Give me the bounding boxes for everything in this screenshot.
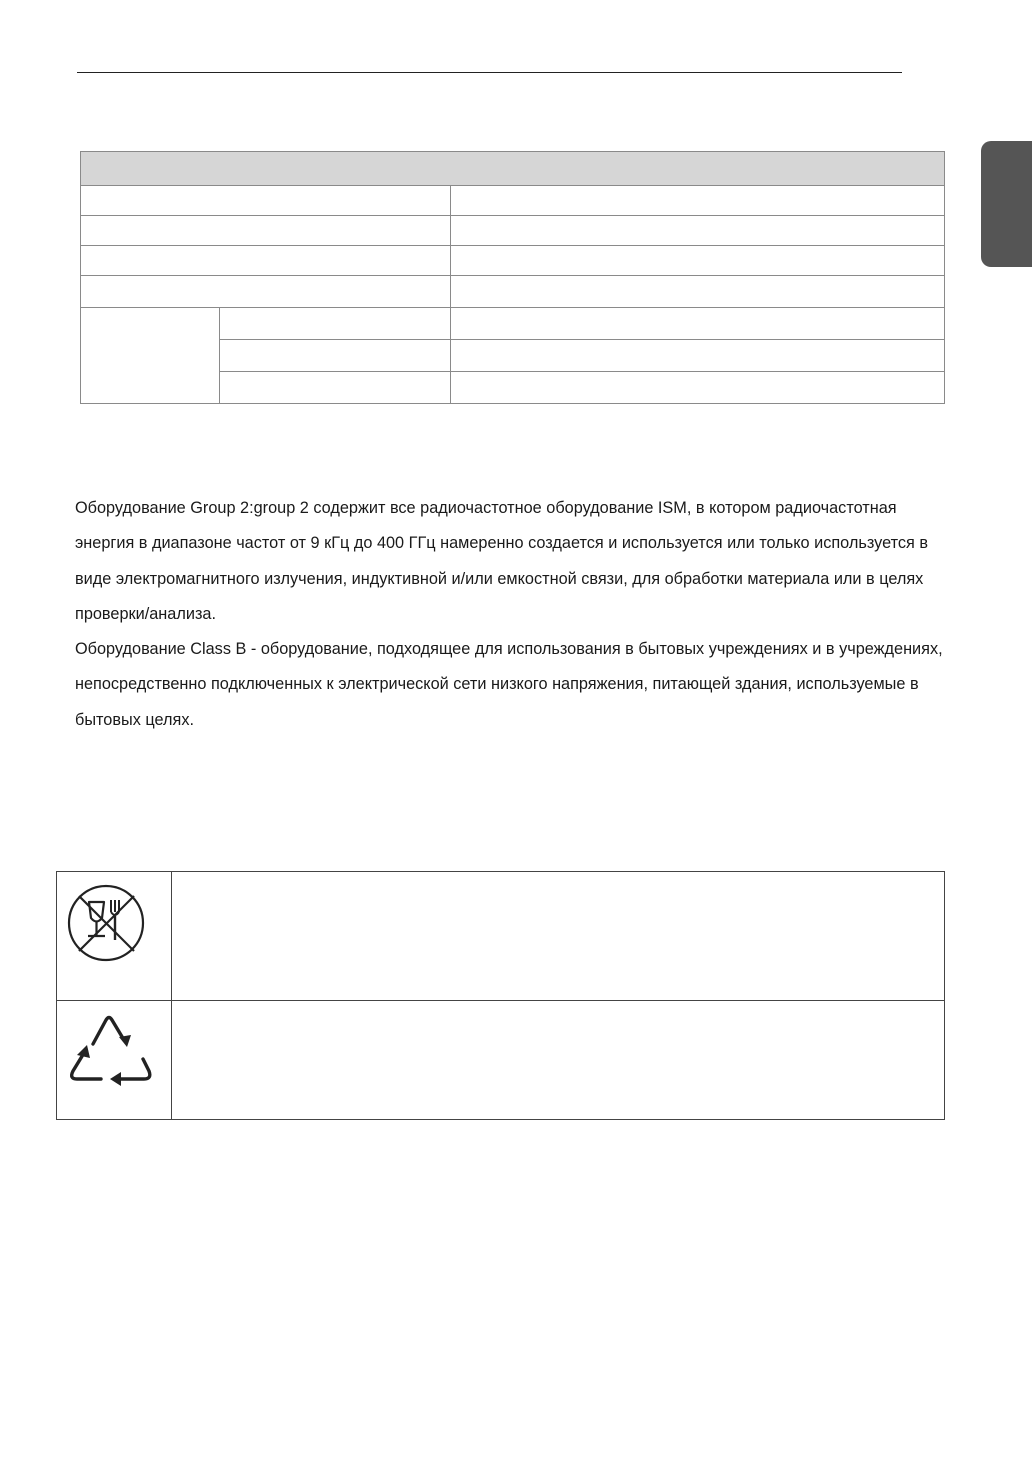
language-tab bbox=[981, 141, 1032, 267]
symbol-row bbox=[57, 1001, 945, 1120]
table-cell-value bbox=[451, 340, 945, 372]
table-row bbox=[81, 186, 945, 216]
table-cell-value bbox=[451, 308, 945, 340]
symbol-row bbox=[57, 872, 945, 1001]
table-row bbox=[81, 276, 945, 308]
table-header-cell bbox=[81, 152, 945, 186]
table-cell-label bbox=[81, 186, 451, 216]
symbol-icon-cell bbox=[57, 1001, 172, 1120]
table-cell-value bbox=[451, 276, 945, 308]
not-for-food-icon bbox=[57, 872, 171, 1000]
table-cell-value bbox=[451, 216, 945, 246]
equipment-class-text bbox=[75, 491, 955, 738]
table-cell-value bbox=[451, 372, 945, 404]
header-rule bbox=[77, 72, 902, 73]
group-2-paragraph: Оборудование Group 2:group 2 содержит все радиочастотное оборудование ISM, в котором радиочастотная энергия в диапазоне частот от 9 кГц до 400 ГГц намеренно создается и используется или только используется в виде электромагнитного излучения, индуктивной и/или емкостной связи, для обработки материала или в целях проверки/анализа. bbox=[75, 499, 929, 623]
table-cell-sublabel bbox=[220, 372, 451, 404]
table-group-cell bbox=[81, 308, 220, 404]
recycle-icon bbox=[57, 1001, 171, 1119]
symbols-table bbox=[56, 871, 945, 1120]
symbol-icon-cell bbox=[57, 872, 172, 1001]
table-row bbox=[81, 216, 945, 246]
table-row bbox=[81, 246, 945, 276]
specifications-table bbox=[80, 151, 945, 404]
table-cell-label bbox=[81, 216, 451, 246]
class-b-paragraph: Оборудование Class B - оборудование, подходящее для использования в бытовых учреждениях и в учреждениях, непосредственно подключенных к электрической сети низкого напряжения, питающей здания, используемые в бытовых целях. bbox=[75, 640, 943, 729]
table-row bbox=[81, 308, 945, 340]
table-cell-label bbox=[81, 276, 451, 308]
table-header-row bbox=[81, 152, 945, 186]
table-cell-sublabel bbox=[220, 340, 451, 372]
table-cell-label bbox=[81, 246, 451, 276]
symbol-description-cell bbox=[172, 1001, 945, 1120]
table-cell-value bbox=[451, 186, 945, 216]
table-cell-value bbox=[451, 246, 945, 276]
symbol-description-cell bbox=[172, 872, 945, 1001]
table-cell-sublabel bbox=[220, 308, 451, 340]
